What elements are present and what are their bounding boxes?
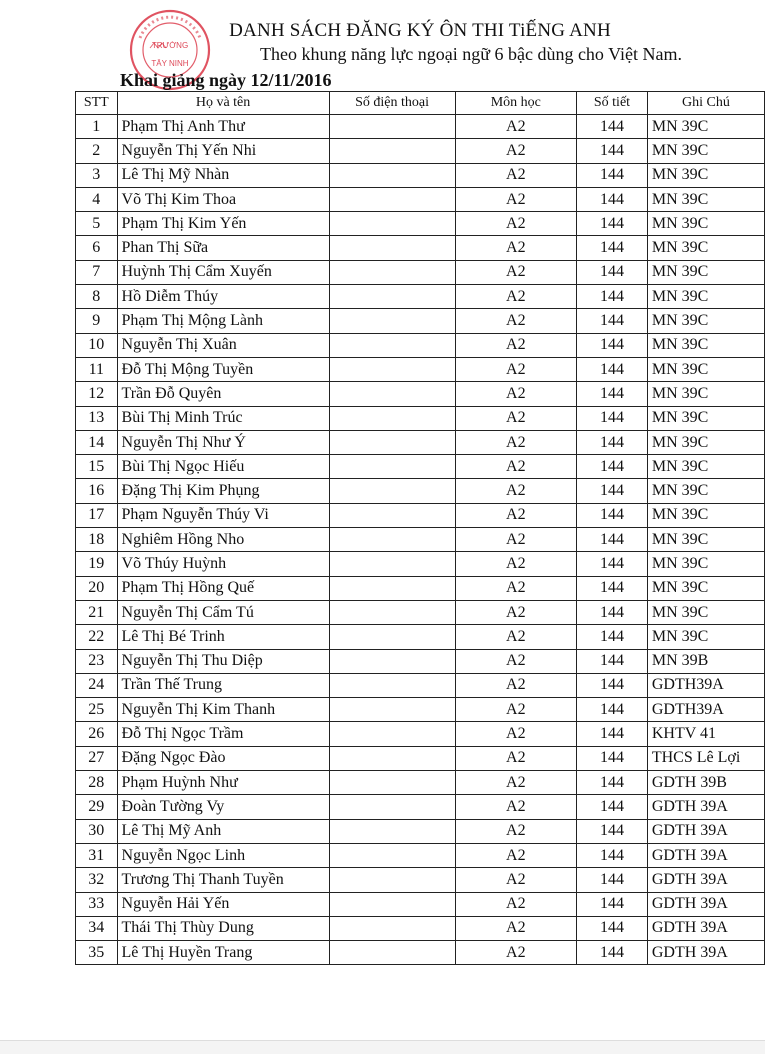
cell-phone <box>329 819 455 843</box>
table-row <box>76 795 765 819</box>
cell-note: GDTH 39B <box>647 771 764 795</box>
cell-note: GDTH 39A <box>647 892 764 916</box>
table-row <box>76 455 765 479</box>
cell-subject: A2 <box>455 722 577 746</box>
table-row <box>76 212 765 236</box>
cell-stt: 13 <box>76 406 118 430</box>
cell-phone <box>329 552 455 576</box>
table-row <box>76 625 765 649</box>
cell-subject: A2 <box>455 892 577 916</box>
cell-note: MN 39C <box>647 382 764 406</box>
cell-stt: 19 <box>76 552 118 576</box>
cell-subject: A2 <box>455 139 577 163</box>
cell-stt: 2 <box>76 139 118 163</box>
cell-subject: A2 <box>455 357 577 381</box>
cell-stt: 3 <box>76 163 118 187</box>
cell-note: GDTH39A <box>647 698 764 722</box>
cell-name: Đoàn Tường Vy <box>117 795 329 819</box>
table-row <box>76 528 765 552</box>
table-body <box>76 115 765 965</box>
cell-note: MN 39C <box>647 236 764 260</box>
cell-name: Bùi Thị Ngọc Hiếu <box>117 455 329 479</box>
cell-periods: 144 <box>577 819 648 843</box>
cell-stt: 31 <box>76 843 118 867</box>
cell-phone <box>329 698 455 722</box>
cell-name: Nguyễn Ngọc Linh <box>117 843 329 867</box>
cell-name: Phạm Thị Kim Yến <box>117 212 329 236</box>
cell-periods: 144 <box>577 260 648 284</box>
cell-name: Huỳnh Thị Cẩm Xuyến <box>117 260 329 284</box>
cell-name: Thái Thị Thùy Dung <box>117 916 329 940</box>
cell-note: THCS Lê Lợi <box>647 746 764 770</box>
cell-phone <box>329 139 455 163</box>
cell-note: GDTH 39A <box>647 819 764 843</box>
table-row <box>76 406 765 430</box>
cell-name: Trần Đỗ Quyên <box>117 382 329 406</box>
cell-periods: 144 <box>577 455 648 479</box>
cell-name: Nguyễn Thị Như Ý <box>117 430 329 454</box>
column-header-periods: Số tiết <box>577 92 648 115</box>
cell-periods: 144 <box>577 649 648 673</box>
svg-text:TÂY NINH: TÂY NINH <box>151 59 189 68</box>
cell-periods: 144 <box>577 309 648 333</box>
cell-periods: 144 <box>577 722 648 746</box>
cell-phone <box>329 892 455 916</box>
cell-stt: 32 <box>76 868 118 892</box>
cell-name: Nguyễn Thị Cẩm Tú <box>117 600 329 624</box>
table-row <box>76 236 765 260</box>
cell-subject: A2 <box>455 115 577 139</box>
page-title: DANH SÁCH ĐĂNG KÝ ÔN THI TiẾNG ANH <box>229 20 611 41</box>
cell-subject: A2 <box>455 285 577 309</box>
cell-name: Lê Thị Mỹ Anh <box>117 819 329 843</box>
cell-phone <box>329 771 455 795</box>
cell-periods: 144 <box>577 698 648 722</box>
cell-periods: 144 <box>577 941 648 965</box>
table-row <box>76 430 765 454</box>
cell-stt: 34 <box>76 916 118 940</box>
cell-name: Đặng Ngọc Đào <box>117 746 329 770</box>
table-row <box>76 771 765 795</box>
cell-note: MN 39C <box>647 163 764 187</box>
cell-subject: A2 <box>455 698 577 722</box>
cell-stt: 8 <box>76 285 118 309</box>
cell-note: GDTH 39A <box>647 941 764 965</box>
cell-note: MN 39C <box>647 187 764 211</box>
cell-subject: A2 <box>455 600 577 624</box>
cell-phone <box>329 236 455 260</box>
cell-phone <box>329 576 455 600</box>
cell-phone <box>329 430 455 454</box>
cell-stt: 28 <box>76 771 118 795</box>
cell-stt: 25 <box>76 698 118 722</box>
cell-subject: A2 <box>455 406 577 430</box>
cell-subject: A2 <box>455 503 577 527</box>
cell-stt: 27 <box>76 746 118 770</box>
cell-subject: A2 <box>455 552 577 576</box>
cell-stt: 20 <box>76 576 118 600</box>
cell-phone <box>329 503 455 527</box>
cell-note: GDTH39A <box>647 673 764 697</box>
cell-periods: 144 <box>577 795 648 819</box>
cell-name: Nguyễn Thị Kim Thanh <box>117 698 329 722</box>
table-row <box>76 819 765 843</box>
table-row <box>76 746 765 770</box>
cell-subject: A2 <box>455 212 577 236</box>
cell-name: Trần Thế Trung <box>117 673 329 697</box>
table-row <box>76 600 765 624</box>
cell-name: Nghiêm Hồng Nho <box>117 528 329 552</box>
table-row <box>76 503 765 527</box>
cell-note: MN 39C <box>647 333 764 357</box>
cell-periods: 144 <box>577 139 648 163</box>
table-row <box>76 552 765 576</box>
cell-stt: 1 <box>76 115 118 139</box>
cell-name: Nguyễn Thị Xuân <box>117 333 329 357</box>
cell-subject: A2 <box>455 260 577 284</box>
cell-periods: 144 <box>577 163 648 187</box>
cell-periods: 144 <box>577 916 648 940</box>
cell-name: Bùi Thị Minh Trúc <box>117 406 329 430</box>
cell-note: MN 39C <box>647 552 764 576</box>
cell-phone <box>329 163 455 187</box>
cell-stt: 5 <box>76 212 118 236</box>
table-row <box>76 941 765 965</box>
cell-name: Phạm Huỳnh Như <box>117 771 329 795</box>
cell-name: Lê Thị Mỹ Nhàn <box>117 163 329 187</box>
cell-stt: 26 <box>76 722 118 746</box>
cell-periods: 144 <box>577 357 648 381</box>
cell-periods: 144 <box>577 625 648 649</box>
cell-note: MN 39C <box>647 455 764 479</box>
cell-phone <box>329 673 455 697</box>
cell-stt: 4 <box>76 187 118 211</box>
svg-text:TRƯỜNG: TRƯỜNG <box>151 41 189 50</box>
cell-subject: A2 <box>455 941 577 965</box>
cell-phone <box>329 260 455 284</box>
cell-stt: 12 <box>76 382 118 406</box>
cell-periods: 144 <box>577 285 648 309</box>
table-row <box>76 576 765 600</box>
cell-phone <box>329 528 455 552</box>
table-row <box>76 673 765 697</box>
cell-periods: 144 <box>577 406 648 430</box>
cell-subject: A2 <box>455 673 577 697</box>
cell-phone <box>329 649 455 673</box>
cell-subject: A2 <box>455 771 577 795</box>
cell-subject: A2 <box>455 187 577 211</box>
cell-periods: 144 <box>577 868 648 892</box>
cell-phone <box>329 115 455 139</box>
table-row <box>76 479 765 503</box>
table-row <box>76 722 765 746</box>
cell-phone <box>329 746 455 770</box>
cell-note: MN 39C <box>647 406 764 430</box>
page-subtitle: Theo khung năng lực ngoại ngữ 6 bậc dùng cho Việt Nam. <box>260 44 683 64</box>
table-row <box>76 357 765 381</box>
cell-stt: 17 <box>76 503 118 527</box>
cell-name: Nguyễn Hải Yến <box>117 892 329 916</box>
cell-periods: 144 <box>577 115 648 139</box>
cell-note: MN 39B <box>647 649 764 673</box>
cell-stt: 18 <box>76 528 118 552</box>
cell-phone <box>329 868 455 892</box>
cell-name: Phạm Thị Anh Thư <box>117 115 329 139</box>
table-row <box>76 916 765 940</box>
cell-note: MN 39C <box>647 528 764 552</box>
cell-note: MN 39C <box>647 115 764 139</box>
cell-name: Trương Thị Thanh Tuyền <box>117 868 329 892</box>
cell-phone <box>329 455 455 479</box>
table-row <box>76 163 765 187</box>
cell-note: MN 39C <box>647 600 764 624</box>
cell-stt: 16 <box>76 479 118 503</box>
table-row <box>76 187 765 211</box>
cell-subject: A2 <box>455 430 577 454</box>
table-row <box>76 649 765 673</box>
cell-note: MN 39C <box>647 503 764 527</box>
cell-stt: 10 <box>76 333 118 357</box>
cell-subject: A2 <box>455 479 577 503</box>
table-header-row <box>76 92 765 115</box>
cell-phone <box>329 382 455 406</box>
cell-subject: A2 <box>455 528 577 552</box>
cell-note: MN 39C <box>647 576 764 600</box>
cell-subject: A2 <box>455 625 577 649</box>
cell-subject: A2 <box>455 382 577 406</box>
cell-phone <box>329 333 455 357</box>
cell-phone <box>329 625 455 649</box>
cell-stt: 15 <box>76 455 118 479</box>
cell-phone <box>329 309 455 333</box>
cell-note: MN 39C <box>647 430 764 454</box>
cell-name: Võ Thị Kim Thoa <box>117 187 329 211</box>
cell-periods: 144 <box>577 430 648 454</box>
cell-note: MN 39C <box>647 139 764 163</box>
cell-periods: 144 <box>577 503 648 527</box>
cell-stt: 21 <box>76 600 118 624</box>
cell-phone <box>329 406 455 430</box>
cell-name: Đặng Thị Kim Phụng <box>117 479 329 503</box>
cell-periods: 144 <box>577 212 648 236</box>
cell-stt: 33 <box>76 892 118 916</box>
table-row <box>76 698 765 722</box>
cell-name: Phạm Thị Mộng Lành <box>117 309 329 333</box>
cell-subject: A2 <box>455 455 577 479</box>
cell-phone <box>329 916 455 940</box>
table-row <box>76 260 765 284</box>
column-header-note: Ghi Chú <box>647 92 764 115</box>
cell-stt: 22 <box>76 625 118 649</box>
cell-periods: 144 <box>577 479 648 503</box>
cell-phone <box>329 722 455 746</box>
cell-note: GDTH 39A <box>647 916 764 940</box>
cell-note: MN 39C <box>647 625 764 649</box>
cell-subject: A2 <box>455 819 577 843</box>
cell-subject: A2 <box>455 916 577 940</box>
cell-note: KHTV 41 <box>647 722 764 746</box>
cell-stt: 35 <box>76 941 118 965</box>
column-header-stt: STT <box>76 92 118 115</box>
cell-phone <box>329 600 455 624</box>
cell-periods: 144 <box>577 673 648 697</box>
cell-name: Đỗ Thị Ngọc Trầm <box>117 722 329 746</box>
cell-name: Hồ Diễm Thúy <box>117 285 329 309</box>
table-row <box>76 285 765 309</box>
cell-subject: A2 <box>455 576 577 600</box>
table-row <box>76 868 765 892</box>
registration-table <box>75 91 765 965</box>
cell-note: MN 39C <box>647 309 764 333</box>
column-header-phone: Số điện thoại <box>329 92 455 115</box>
table-row <box>76 115 765 139</box>
cell-phone <box>329 212 455 236</box>
cell-note: GDTH 39A <box>647 868 764 892</box>
table-row <box>76 139 765 163</box>
cell-periods: 144 <box>577 600 648 624</box>
cell-name: Nguyễn Thị Yến Nhi <box>117 139 329 163</box>
cell-name: Đỗ Thị Mộng Tuyền <box>117 357 329 381</box>
cell-periods: 144 <box>577 552 648 576</box>
cell-phone <box>329 941 455 965</box>
cell-name: Võ Thúy Huỳnh <box>117 552 329 576</box>
cell-note: MN 39C <box>647 357 764 381</box>
cell-periods: 144 <box>577 892 648 916</box>
table-row <box>76 382 765 406</box>
cell-note: MN 39C <box>647 285 764 309</box>
cell-note: MN 39C <box>647 212 764 236</box>
cell-name: Lê Thị Huyền Trang <box>117 941 329 965</box>
cell-subject: A2 <box>455 649 577 673</box>
cell-periods: 144 <box>577 528 648 552</box>
cell-phone <box>329 357 455 381</box>
cell-periods: 144 <box>577 333 648 357</box>
cell-periods: 144 <box>577 746 648 770</box>
cell-stt: 7 <box>76 260 118 284</box>
cell-subject: A2 <box>455 236 577 260</box>
column-header-name: Họ và tên <box>117 92 329 115</box>
cell-note: GDTH 39A <box>647 843 764 867</box>
cell-name: Nguyễn Thị Thu Diệp <box>117 649 329 673</box>
cell-subject: A2 <box>455 333 577 357</box>
cell-stt: 24 <box>76 673 118 697</box>
table-row <box>76 843 765 867</box>
cell-name: Phạm Thị Hồng Quế <box>117 576 329 600</box>
table-row <box>76 309 765 333</box>
cell-phone <box>329 795 455 819</box>
cell-stt: 11 <box>76 357 118 381</box>
cell-phone <box>329 187 455 211</box>
cell-phone <box>329 843 455 867</box>
cell-periods: 144 <box>577 382 648 406</box>
cell-periods: 144 <box>577 576 648 600</box>
cell-stt: 30 <box>76 819 118 843</box>
scan-bottom-edge <box>0 1040 765 1054</box>
cell-stt: 14 <box>76 430 118 454</box>
cell-phone <box>329 285 455 309</box>
cell-name: Lê Thị Bé Trinh <box>117 625 329 649</box>
cell-name: Phan Thị Sữa <box>117 236 329 260</box>
cell-note: MN 39C <box>647 260 764 284</box>
cell-subject: A2 <box>455 795 577 819</box>
cell-stt: 6 <box>76 236 118 260</box>
cell-subject: A2 <box>455 309 577 333</box>
cell-subject: A2 <box>455 868 577 892</box>
column-header-subject: Môn học <box>455 92 577 115</box>
table-row <box>76 892 765 916</box>
cell-periods: 144 <box>577 236 648 260</box>
cell-subject: A2 <box>455 746 577 770</box>
cell-stt: 9 <box>76 309 118 333</box>
cell-note: GDTH 39A <box>647 795 764 819</box>
table-row <box>76 333 765 357</box>
cell-stt: 29 <box>76 795 118 819</box>
cell-phone <box>329 479 455 503</box>
cell-stt: 23 <box>76 649 118 673</box>
opening-date: Khai giảng ngày 12/11/2016 <box>120 70 332 90</box>
cell-periods: 144 <box>577 843 648 867</box>
cell-note: MN 39C <box>647 479 764 503</box>
cell-periods: 144 <box>577 771 648 795</box>
cell-subject: A2 <box>455 843 577 867</box>
cell-periods: 144 <box>577 187 648 211</box>
cell-name: Phạm Nguyễn Thúy Vi <box>117 503 329 527</box>
cell-subject: A2 <box>455 163 577 187</box>
